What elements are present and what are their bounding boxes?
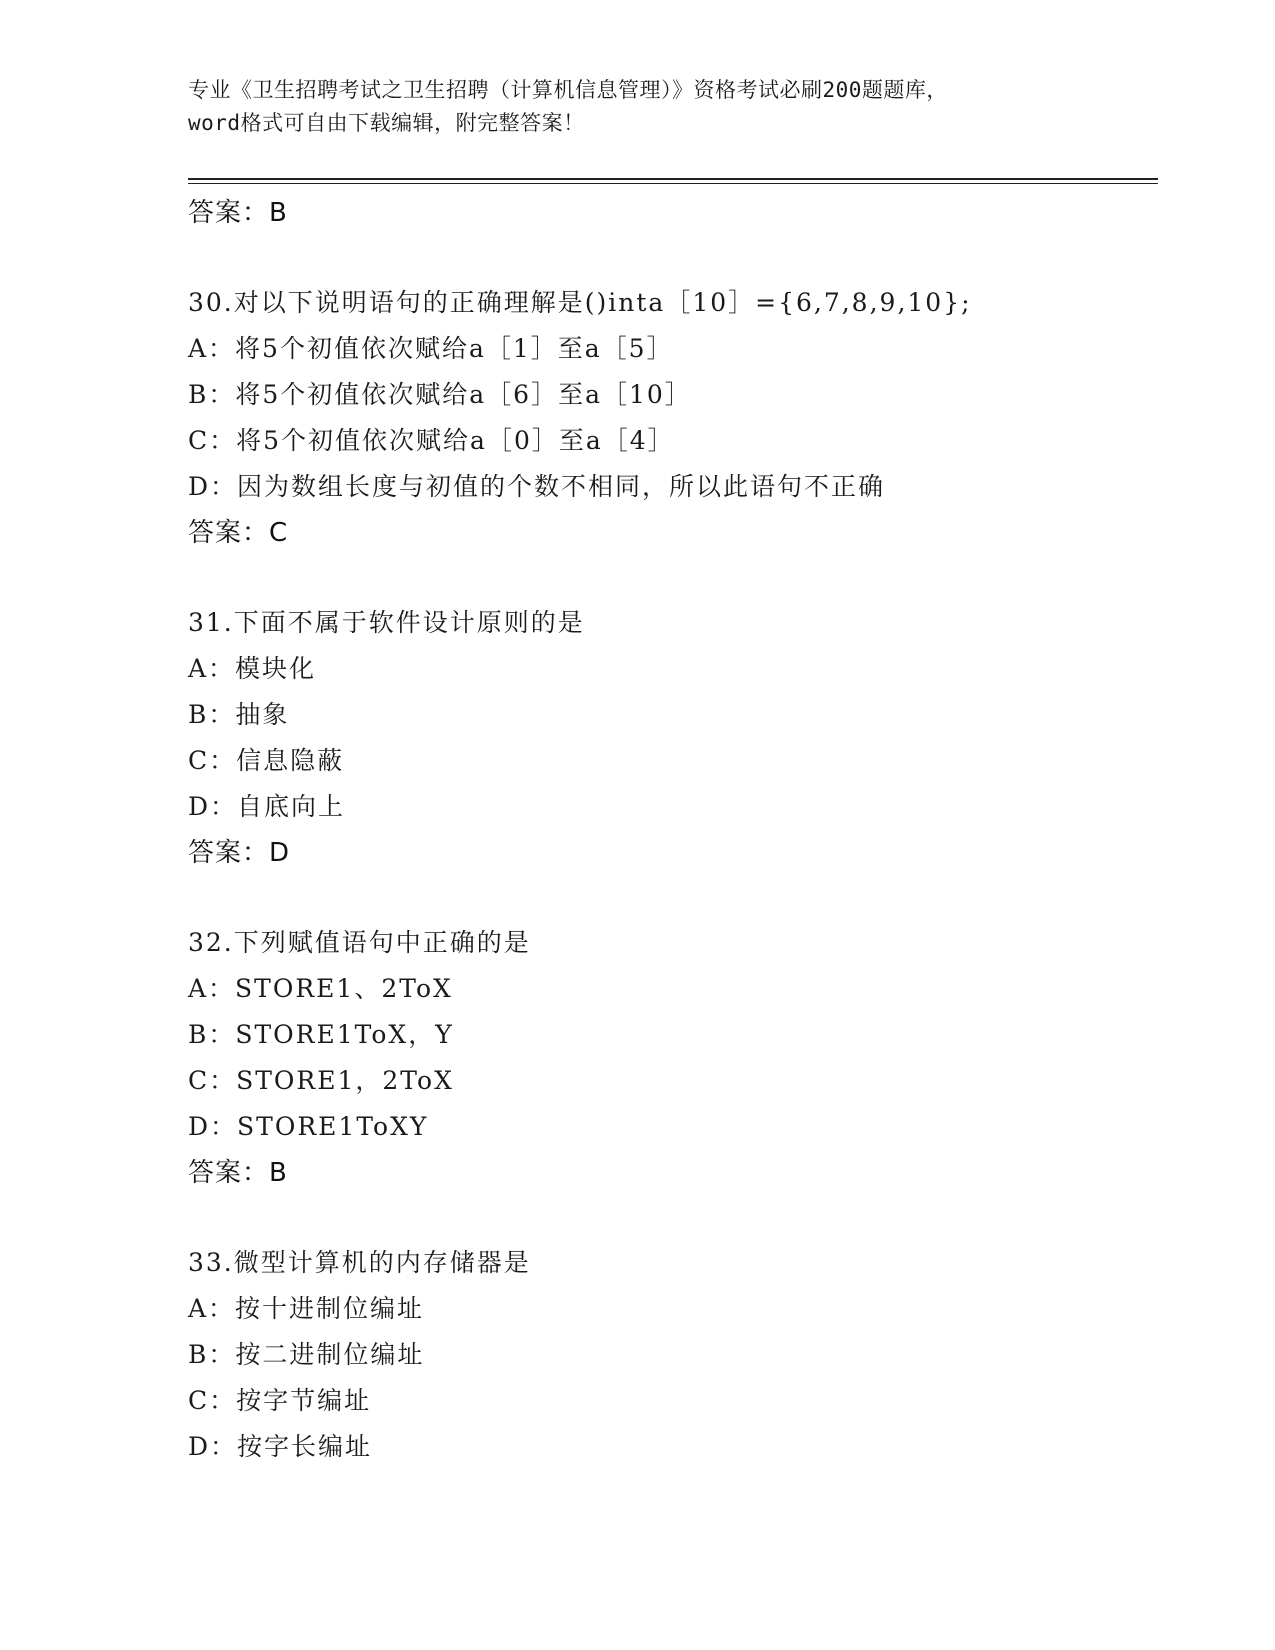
option-32-d: D：STORE1ToXY <box>188 1112 429 1141</box>
question-stem-30: 30.对以下说明语句的正确理解是()inta［10］={6,7,8,9,10}; <box>188 288 972 317</box>
option-33-b: B：按二进制位编址 <box>188 1340 425 1369</box>
option-30-a: A：将5个初值依次赋给a［1］至a［5］ <box>188 334 674 363</box>
document-header <box>188 74 1088 140</box>
answer-30: 答案：C <box>188 518 289 548</box>
option-33-c: C：按字节编址 <box>188 1386 372 1415</box>
answer-31: 答案：D <box>188 838 291 868</box>
option-33-a: A：按十进制位编址 <box>188 1294 425 1323</box>
option-31-b: B：抽象 <box>188 700 290 729</box>
option-32-b: B：STORE1ToX，Y <box>188 1020 454 1049</box>
question-stem-31: 31.下面不属于软件设计原则的是 <box>188 608 585 637</box>
option-32-a: A：STORE1、2ToX <box>188 974 453 1003</box>
option-30-c: C：将5个初值依次赋给a［0］至a［4］ <box>188 426 675 455</box>
option-33-d: D：按字长编址 <box>188 1432 373 1461</box>
option-30-b: B：将5个初值依次赋给a［6］至a［10］ <box>188 380 692 409</box>
option-30-d: D：因为数组长度与初值的个数不相同，所以此语句不正确 <box>188 472 886 501</box>
option-32-c: C：STORE1，2ToX <box>188 1066 454 1095</box>
answer-29: 答案：B <box>188 198 288 228</box>
answer-32: 答案：B <box>188 1158 288 1188</box>
option-31-c: C：信息隐蔽 <box>188 746 345 775</box>
header-line-1: 专业《卫生招聘考试之卫生招聘（计算机信息管理）》资格考试必刷200题题库， <box>188 78 948 102</box>
header-divider-thick <box>188 178 1158 180</box>
option-31-a: A：模块化 <box>188 654 317 683</box>
question-list <box>188 190 1158 1470</box>
question-stem-33: 33.微型计算机的内存储器是 <box>188 1248 531 1277</box>
header-divider-thin <box>188 183 1158 184</box>
question-stem-32: 32.下列赋值语句中正确的是 <box>188 928 531 957</box>
header-line-2: word格式可自由下载编辑，附完整答案！ <box>188 111 585 135</box>
option-31-d: D：自底向上 <box>188 792 346 821</box>
